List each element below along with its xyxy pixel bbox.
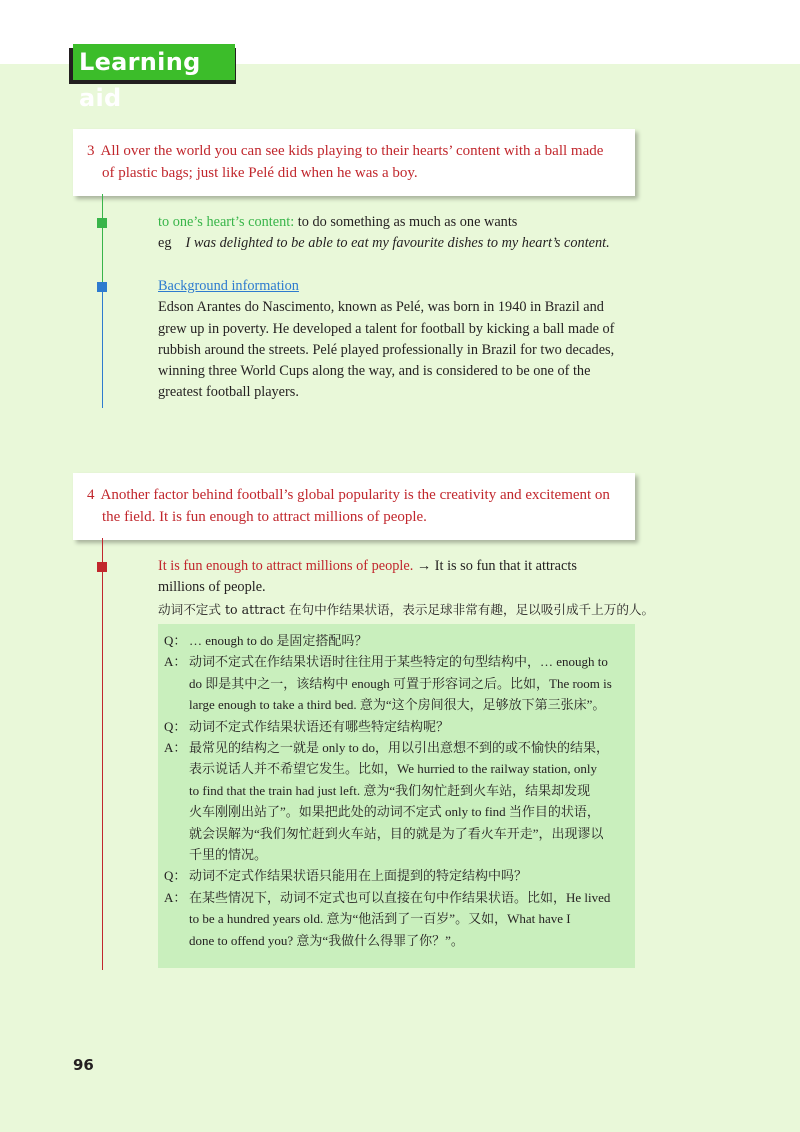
qa-line: 火车刚刚出站了”。如果把此处的动词不定式 only to find 当作目的状语， <box>189 804 600 820</box>
qa-label: A： <box>164 889 187 905</box>
qa-line: do 即是其中之一，该结构中 enough 可置于形容词之后。比如，The room is <box>189 675 612 691</box>
chinese-note: 动词不定式 to attract 在句中作结果状语，表示足球非常有趣，足以吸引成千上万的人。 <box>158 601 655 617</box>
qa-label: A： <box>164 740 187 756</box>
note-rewrite: It is so fun that it attracts <box>434 558 577 574</box>
phrase-entry <box>158 212 610 255</box>
qa-line: to find that the train had just left. 意为“我们匆忙赶到火车站，结果却发现 <box>189 782 591 798</box>
background-line: winning three World Cups along the way, and is considered to be one of the <box>158 363 591 380</box>
qa-label: A： <box>164 654 187 670</box>
qa-answer <box>164 887 625 951</box>
qa-label: Q： <box>164 633 187 648</box>
background-marker <box>97 282 107 292</box>
eg-label: eg <box>158 235 172 252</box>
sentence-line-1: Another factor behind football’s global popularity is the creativity and excitement on <box>100 487 610 503</box>
annotation-line-blue <box>102 287 103 408</box>
sentence-card-3 <box>73 129 635 196</box>
item-number: 4 <box>87 487 95 503</box>
item-number: 3 <box>87 143 95 159</box>
qa-label: Q： <box>164 718 187 734</box>
qa-question <box>164 630 625 651</box>
qa-line: to be a hundred years old. 意为“他活到了一百岁”。又如，What have I <box>189 911 571 927</box>
qa-line: large enough to take a third bed. 意为“这个房间很大，足够放下第三张床”。 <box>189 697 606 713</box>
background-line: rubbish around the streets. Pelé played professionally in Brazil for two decades, <box>158 341 615 358</box>
background-section <box>158 276 614 404</box>
qa-line: 就会误解为“我们匆忙赶到火车站，目的就是为了看火车开走”，出现谬以 <box>189 825 604 841</box>
background-line: grew up in poverty. He developed a talent for football by kicking a ball made of <box>158 320 615 337</box>
sentence-line-2: the field. It is fun enough to attract millions of people. <box>102 509 427 525</box>
qa-line: 在某些情况下，动词不定式也可以直接在句中作结果状语。比如，He lived <box>189 889 611 905</box>
phrase-term: to one’s heart’s content: <box>158 214 295 230</box>
background-title: Background information <box>158 278 299 294</box>
qa-line: done to offend you? 意为“我做什么得罪了你？”。 <box>189 932 464 948</box>
qa-question <box>164 716 625 737</box>
note-marker <box>97 562 107 572</box>
qa-answer <box>164 737 625 865</box>
annotation-line-red <box>102 538 103 970</box>
note-highlight: It is fun enough to attract millions of people. <box>158 558 414 574</box>
qa-question <box>164 865 625 886</box>
qa-label: Q： <box>164 868 187 884</box>
section-tag: Learning aid <box>73 44 235 80</box>
background-line: greatest football players. <box>158 384 299 401</box>
qa-line: 千里的情况。 <box>189 847 268 863</box>
note-entry <box>158 556 654 620</box>
arrow-glyph: → <box>416 558 432 574</box>
annotation-line-green <box>102 194 103 287</box>
qa-line: … enough to do 是固定搭配吗？ <box>189 633 368 648</box>
background-line: Edson Arantes do Nascimento, known as Pelé, was born in 1940 in Brazil and <box>158 299 604 316</box>
qa-answer <box>164 651 625 715</box>
qa-line: 动词不定式作结果状语只能用在上面提到的特定结构中吗？ <box>189 868 528 884</box>
note-rewrite-cont: millions of people. <box>158 579 266 596</box>
qa-line: 表示说话人并不希望它发生。比如，We hurried to the railway station, only <box>189 761 598 777</box>
qa-line: 动词不定式作结果状语还有哪些特定结构呢？ <box>189 718 450 734</box>
phrase-example: I was delighted to be able to eat my favourite dishes to my heart’s content. <box>185 235 610 252</box>
qa-line: 动词不定式在作结果状语时往往用于某些特定的句型结构中，… enough to <box>189 654 608 670</box>
sentence-line-1: All over the world you can see kids playing to their hearts’ content with a ball made <box>100 143 604 159</box>
page-number: 96 <box>73 1056 94 1074</box>
sentence-card-4 <box>73 473 635 540</box>
phrase-definition: to do something as much as one wants <box>297 214 518 230</box>
qa-line: 最常见的结构之一就是 only to do，用以引出意想不到的或不愉快的结果， <box>189 740 609 756</box>
sentence-line-2: of plastic bags; just like Pelé did when he was a boy. <box>102 165 418 181</box>
qa-box <box>158 624 635 968</box>
phrase-marker <box>97 218 107 228</box>
